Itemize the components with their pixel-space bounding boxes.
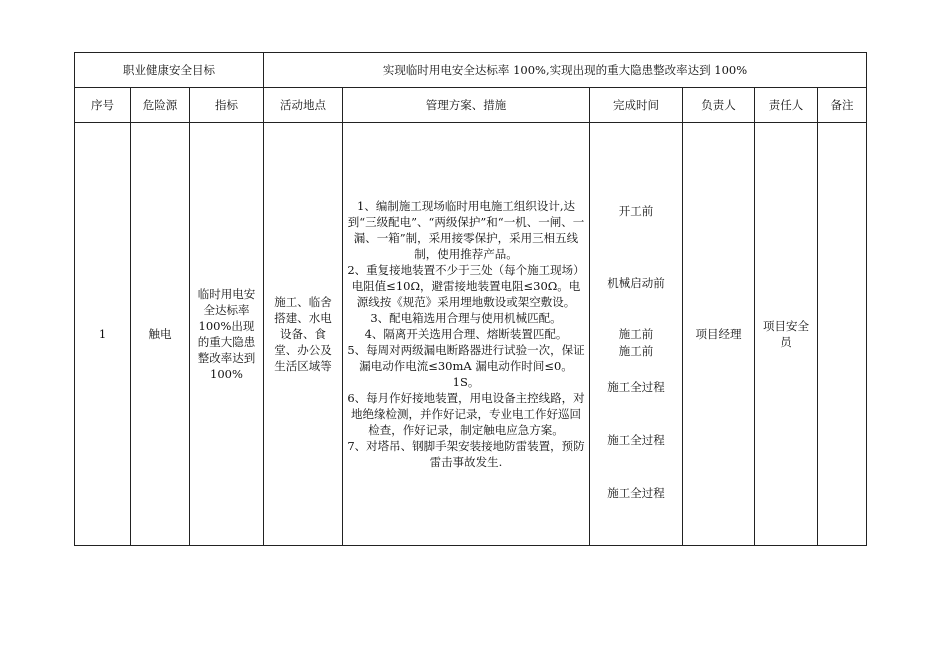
principal-cell: 项目经理 (683, 123, 755, 546)
header-time: 完成时间 (590, 88, 683, 123)
measure-item: 5、每周对两级漏电断路器进行试验一次，保证漏电动作电流≤30mA 漏电动作时间≤0。1S。 (347, 343, 585, 389)
indicator-cell (190, 123, 264, 546)
indicator-text: 临时用电安全达标率 100%出现的重大隐患整改率达到100% (197, 287, 256, 381)
completion-time: 机械启动前 (607, 276, 665, 290)
responsible-cell (755, 123, 818, 546)
completion-time: 施工前 (618, 344, 654, 358)
measure-item: 6、每月作好接地装置，用电设备主控线路，对地绝缘检测，并作好记录，专业电工作好巡回检查，作好记录，制定触电应急方案。 (347, 391, 585, 437)
completion-time: 开工前 (618, 204, 654, 218)
goal-row (75, 53, 867, 88)
completion-time: 施工前 (618, 327, 654, 341)
responsible-text: 项目安全 员 (763, 319, 809, 349)
header-indicator: 指标 (190, 88, 264, 123)
row-number: 1 (75, 123, 131, 546)
measure-item: 1、编制施工现场临时用电施工组织设计,达到“三级配电”、“两级保护”和“一机、一闸、一漏、一箱”制，采用接零保护，采用三相五线制，使用推荐产品。 (347, 199, 585, 261)
location-text: 施工、临舍搭建、水电设备、食堂、办公及生活区域等 (274, 295, 332, 373)
header-responsible: 责任人 (755, 88, 818, 123)
completion-time-cell (590, 123, 683, 546)
table-row (75, 123, 867, 546)
completion-time: 施工全过程 (607, 486, 665, 500)
header-remark: 备注 (818, 88, 867, 123)
safety-plan-table (74, 52, 867, 546)
completion-time: 施工全过程 (607, 433, 665, 447)
header-no: 序号 (75, 88, 131, 123)
location-cell (264, 123, 343, 546)
header-principal: 负责人 (683, 88, 755, 123)
goal-text: 实现临时用电安全达标率 100%,实现出现的重大隐患整改率达到 100% (264, 53, 867, 88)
measure-item: 4、隔离开关选用合理、熔断装置匹配。 (364, 327, 568, 341)
header-hazard: 危险源 (131, 88, 190, 123)
header-location: 活动地点 (264, 88, 343, 123)
completion-time: 施工全过程 (607, 380, 665, 394)
header-measures: 管理方案、措施 (343, 88, 590, 123)
measure-item: 7、对塔吊、钢脚手架安装接地防雷装置，预防雷击事故发生. (347, 439, 585, 469)
header-row (75, 88, 867, 123)
remark-cell (818, 123, 867, 546)
measure-item: 3、配电箱选用合理与使用机械匹配。 (370, 311, 562, 325)
hazard-cell: 触电 (131, 123, 190, 546)
measures-cell (343, 123, 590, 546)
goal-label: 职业健康安全目标 (75, 53, 264, 88)
measure-item: 2、重复接地装置不少于三处（每个施工现场）电阻值≤10Ω，避雷接地装置电阻≤30Ω。电源线按《规范》采用埋地敷设或架空敷设。 (347, 263, 585, 309)
